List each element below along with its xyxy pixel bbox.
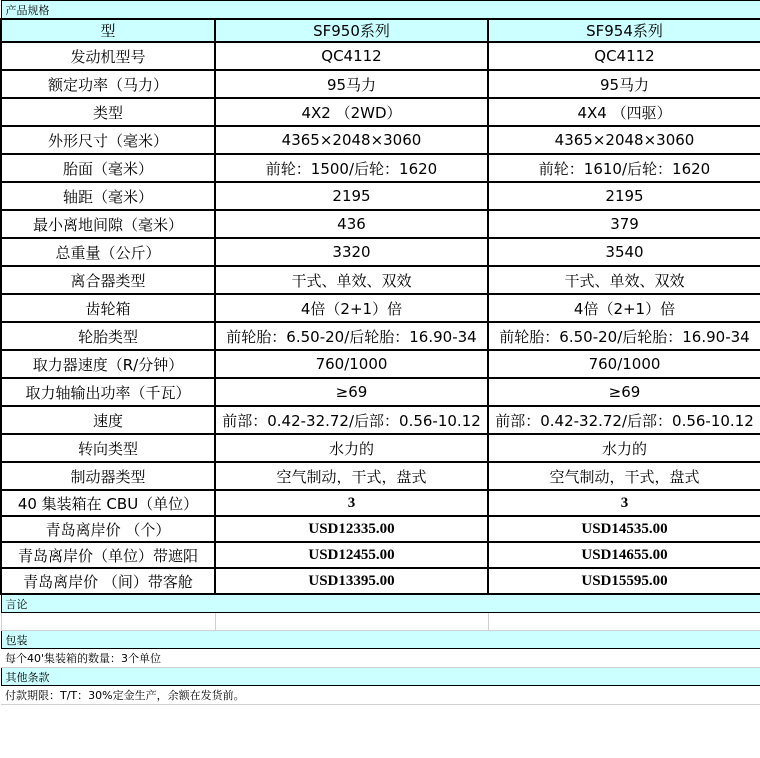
- spec-value-sf950-cell[interactable]: 436: [215, 210, 488, 238]
- spec-row: [1, 238, 760, 266]
- header-series-sf950[interactable]: SF950系列: [215, 19, 488, 42]
- spec-value-sf950-cell[interactable]: 760/1000: [215, 350, 488, 378]
- spec-row: [1, 294, 760, 322]
- spec-label-cell[interactable]: 发动机型号: [1, 42, 215, 70]
- spec-value-sf950-cell[interactable]: 干式、单效、双效: [215, 266, 488, 294]
- spec-value-sf954-cell[interactable]: 干式、单效、双效: [488, 266, 760, 294]
- spec-row: [1, 350, 760, 378]
- spec-row: [1, 378, 760, 406]
- spec-row: [1, 542, 760, 568]
- spec-label-cell[interactable]: 额定功率（马力）: [1, 70, 215, 98]
- spec-label-cell[interactable]: 离合器类型: [1, 266, 215, 294]
- spec-value-sf950-cell[interactable]: ≥69: [215, 378, 488, 406]
- spec-value-sf950-cell[interactable]: 水力的: [215, 434, 488, 462]
- spec-row: [1, 434, 760, 462]
- packing-note[interactable]: 每个40'集装箱的数量：3个单位: [1, 649, 760, 668]
- spec-value-sf950-cell[interactable]: 前轮：1500/后轮：1620: [215, 154, 488, 182]
- spec-label-cell[interactable]: 最小离地间隙（毫米）: [1, 210, 215, 238]
- header-label[interactable]: 型: [1, 19, 215, 42]
- spec-value-sf954-cell[interactable]: 前轮胎：6.50-20/后轮胎：16.90-34: [488, 322, 760, 350]
- spec-label-cell[interactable]: 速度: [1, 406, 215, 434]
- spec-value-sf954-cell[interactable]: 4倍（2+1）倍: [488, 294, 760, 322]
- sheet-title[interactable]: 产品规格: [1, 1, 760, 20]
- empty-cell[interactable]: [215, 613, 488, 631]
- spec-value-sf950-cell[interactable]: 3: [215, 490, 488, 516]
- spec-row: [1, 210, 760, 238]
- spec-value-sf950-cell[interactable]: 空气制动，干式，盘式: [215, 462, 488, 490]
- spec-row: [1, 322, 760, 350]
- spec-row: [1, 462, 760, 490]
- header-series-sf954[interactable]: SF954系列: [488, 19, 760, 42]
- spec-value-sf954-cell[interactable]: 前轮：1610/后轮：1620: [488, 154, 760, 182]
- spec-value-sf954-cell[interactable]: 2195: [488, 182, 760, 210]
- spec-label-cell[interactable]: 轴距（毫米）: [1, 182, 215, 210]
- spec-row: [1, 182, 760, 210]
- spec-value-sf954-cell[interactable]: 4365×2048×3060: [488, 126, 760, 154]
- spec-value-sf950-cell[interactable]: 3320: [215, 238, 488, 266]
- remarks-band: [1, 594, 760, 613]
- packing-note-row: [1, 649, 760, 668]
- spec-value-sf954-cell[interactable]: 3540: [488, 238, 760, 266]
- spec-label-cell[interactable]: 类型: [1, 98, 215, 126]
- spec-row: [1, 70, 760, 98]
- spec-value-sf954-cell[interactable]: 前部：0.42-32.72/后部：0.56-10.12: [488, 406, 760, 434]
- spec-value-sf950-cell[interactable]: 4倍（2+1）倍: [215, 294, 488, 322]
- spec-value-sf950-cell[interactable]: USD12455.00: [215, 542, 488, 568]
- spec-row: [1, 98, 760, 126]
- spec-value-sf950-cell[interactable]: 前部：0.42-32.72/后部：0.56-10.12: [215, 406, 488, 434]
- spec-value-sf950-cell[interactable]: 2195: [215, 182, 488, 210]
- spec-label-cell[interactable]: 青岛离岸价 （个）: [1, 516, 215, 542]
- spec-label-cell[interactable]: 胎面（毫米）: [1, 154, 215, 182]
- spec-value-sf954-cell[interactable]: 760/1000: [488, 350, 760, 378]
- spec-value-sf954-cell[interactable]: QC4112: [488, 42, 760, 70]
- sheet-title-band: [1, 1, 760, 20]
- spec-label-cell[interactable]: 外形尺寸（毫米）: [1, 126, 215, 154]
- spec-value-sf954-cell[interactable]: 379: [488, 210, 760, 238]
- spec-label-cell[interactable]: 转向类型: [1, 434, 215, 462]
- payment-note[interactable]: 付款期限：T/T：30%定金生产，余额在发货前。: [1, 686, 760, 705]
- spec-label-cell[interactable]: 青岛离岸价 （间）带客舱: [1, 568, 215, 594]
- spec-value-sf954-cell[interactable]: 95马力: [488, 70, 760, 98]
- spec-value-sf954-cell[interactable]: ≥69: [488, 378, 760, 406]
- spec-row: [1, 42, 760, 70]
- spec-value-sf954-cell[interactable]: 4X4 （四驱）: [488, 98, 760, 126]
- remarks-heading[interactable]: 言论: [1, 594, 760, 613]
- spec-label-cell[interactable]: 取力轴输出功率（千瓦）: [1, 378, 215, 406]
- spec-row: [1, 490, 760, 516]
- spec-value-sf954-cell[interactable]: 水力的: [488, 434, 760, 462]
- packing-heading[interactable]: 包装: [1, 631, 760, 649]
- spec-value-sf950-cell[interactable]: 4X2 （2WD）: [215, 98, 488, 126]
- spec-row: [1, 126, 760, 154]
- spec-label-cell[interactable]: 制动器类型: [1, 462, 215, 490]
- spec-row: [1, 516, 760, 542]
- spec-value-sf950-cell[interactable]: QC4112: [215, 42, 488, 70]
- spec-label-cell[interactable]: 40 集装箱在 CBU（单位）: [1, 490, 215, 516]
- spec-row: [1, 266, 760, 294]
- spec-label-cell[interactable]: 总重量（公斤）: [1, 238, 215, 266]
- spec-value-sf950-cell[interactable]: 95马力: [215, 70, 488, 98]
- header-row: [1, 19, 760, 42]
- payment-note-row: [1, 686, 760, 705]
- empty-cell[interactable]: [1, 613, 215, 631]
- spec-value-sf954-cell[interactable]: USD15595.00: [488, 568, 760, 594]
- spec-row: [1, 406, 760, 434]
- spec-value-sf950-cell[interactable]: USD12335.00: [215, 516, 488, 542]
- spec-value-sf950-cell[interactable]: 前轮胎：6.50-20/后轮胎：16.90-34: [215, 322, 488, 350]
- spec-label-cell[interactable]: 齿轮箱: [1, 294, 215, 322]
- other-terms-band: [1, 668, 760, 686]
- blank-row: [1, 613, 760, 631]
- spec-label-cell[interactable]: 青岛离岸价（单位）带遮阳: [1, 542, 215, 568]
- spec-value-sf954-cell[interactable]: 空气制动，干式，盘式: [488, 462, 760, 490]
- other-terms-heading[interactable]: 其他条款: [1, 668, 760, 686]
- packing-band: [1, 631, 760, 649]
- spec-value-sf950-cell[interactable]: USD13395.00: [215, 568, 488, 594]
- spec-row: [1, 568, 760, 594]
- spec-value-sf954-cell[interactable]: 3: [488, 490, 760, 516]
- spec-value-sf954-cell[interactable]: USD14535.00: [488, 516, 760, 542]
- spec-label-cell[interactable]: 轮胎类型: [1, 322, 215, 350]
- empty-cell[interactable]: [488, 613, 760, 631]
- spec-label-cell[interactable]: 取力器速度（R/分钟）: [1, 350, 215, 378]
- spec-value-sf950-cell[interactable]: 4365×2048×3060: [215, 126, 488, 154]
- spec-value-sf954-cell[interactable]: USD14655.00: [488, 542, 760, 568]
- spec-row: [1, 154, 760, 182]
